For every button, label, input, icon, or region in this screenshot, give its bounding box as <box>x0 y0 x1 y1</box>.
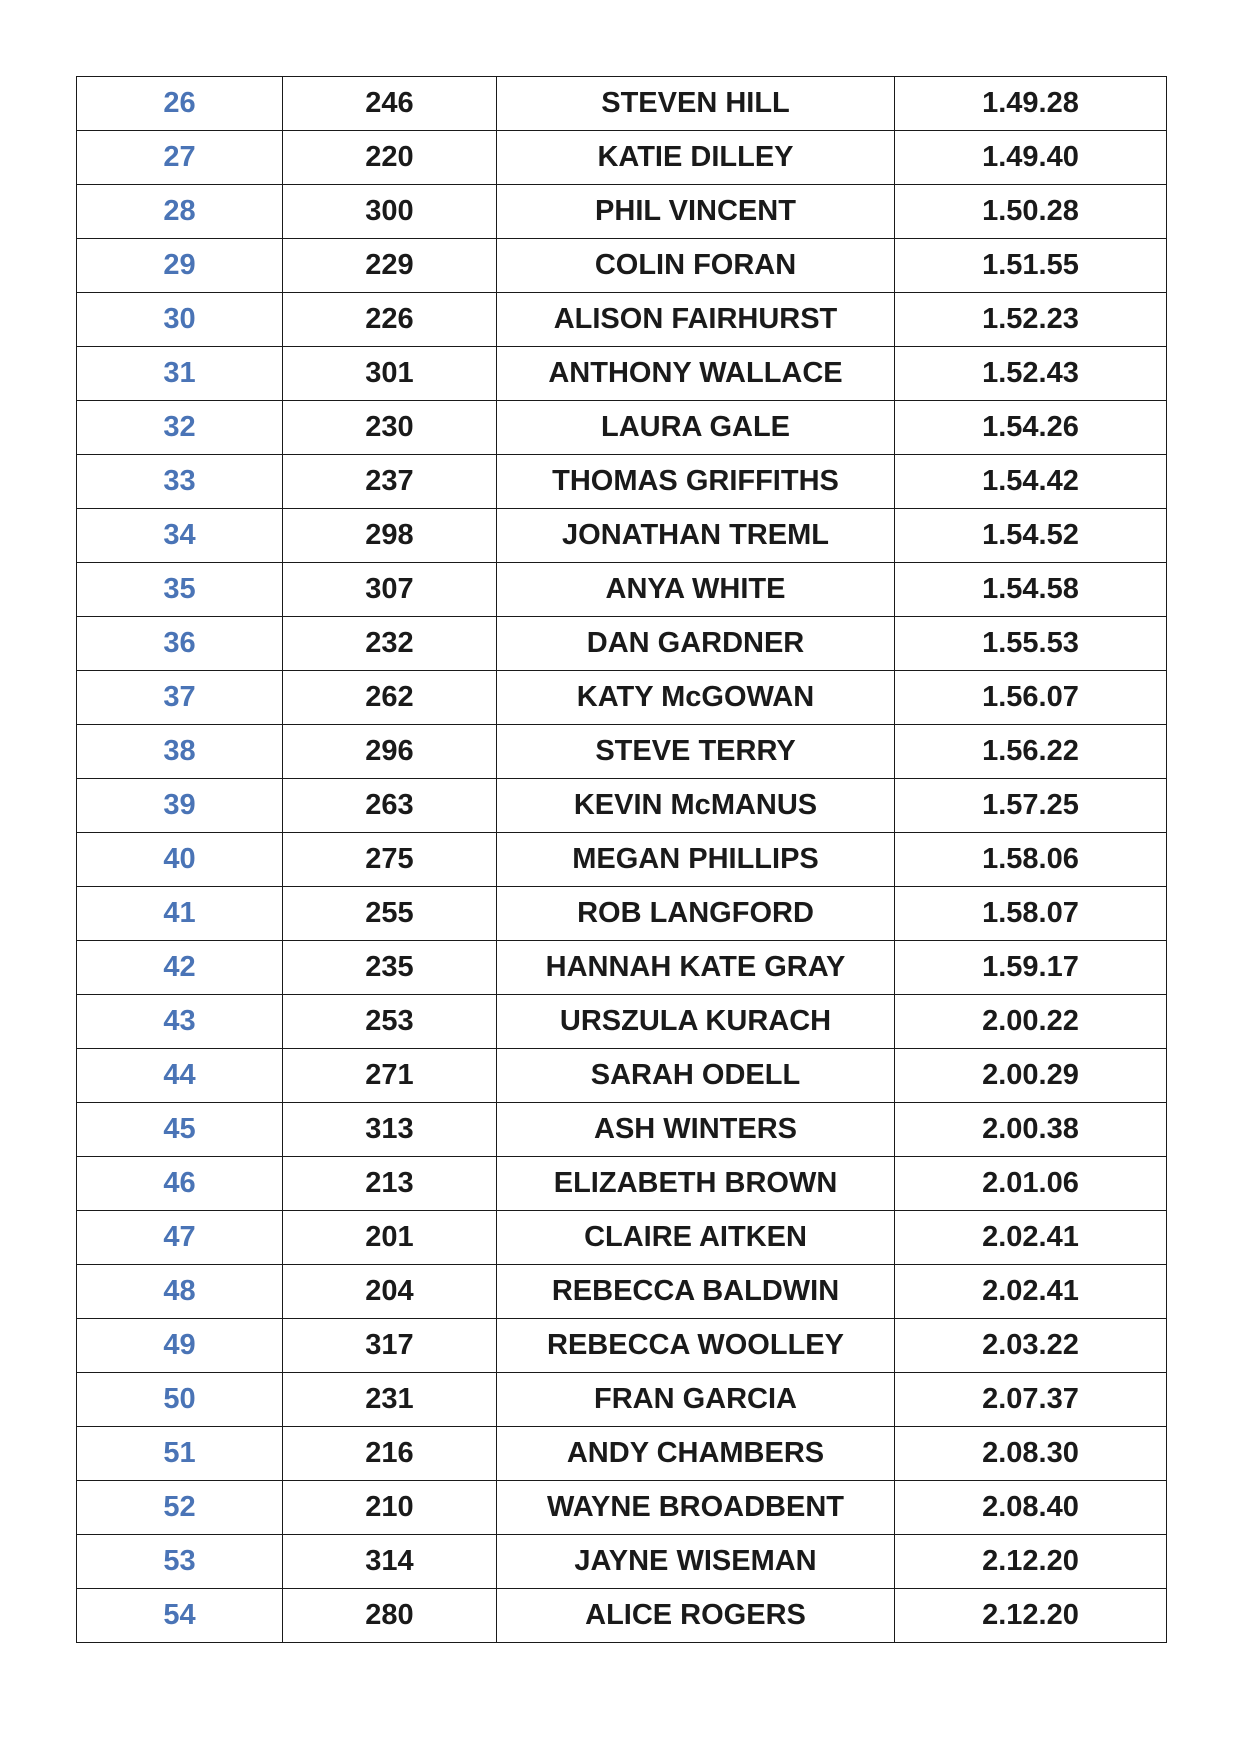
bib-number-cell: 246 <box>283 77 497 131</box>
position-cell: 44 <box>77 1049 283 1103</box>
finish-time-cell: 2.08.40 <box>895 1481 1167 1535</box>
finish-time-cell: 2.07.37 <box>895 1373 1167 1427</box>
table-row <box>77 995 1167 1049</box>
position-cell: 50 <box>77 1373 283 1427</box>
position-cell: 28 <box>77 185 283 239</box>
position-cell: 42 <box>77 941 283 995</box>
bib-number-cell: 263 <box>283 779 497 833</box>
finish-time-cell: 1.58.07 <box>895 887 1167 941</box>
runner-name-cell: PHIL VINCENT <box>497 185 895 239</box>
table-row <box>77 77 1167 131</box>
position-cell: 34 <box>77 509 283 563</box>
bib-number-cell: 213 <box>283 1157 497 1211</box>
runner-name-cell: KATY McGOWAN <box>497 671 895 725</box>
table-row <box>77 1103 1167 1157</box>
position-cell: 33 <box>77 455 283 509</box>
bib-number-cell: 201 <box>283 1211 497 1265</box>
finish-time-cell: 1.55.53 <box>895 617 1167 671</box>
runner-name-cell: ANDY CHAMBERS <box>497 1427 895 1481</box>
bib-number-cell: 237 <box>283 455 497 509</box>
position-cell: 29 <box>77 239 283 293</box>
position-cell: 30 <box>77 293 283 347</box>
table-row <box>77 293 1167 347</box>
table-row <box>77 1535 1167 1589</box>
finish-time-cell: 1.56.07 <box>895 671 1167 725</box>
finish-time-cell: 1.54.52 <box>895 509 1167 563</box>
table-row <box>77 455 1167 509</box>
runner-name-cell: HANNAH KATE GRAY <box>497 941 895 995</box>
finish-time-cell: 1.57.25 <box>895 779 1167 833</box>
position-cell: 43 <box>77 995 283 1049</box>
bib-number-cell: 204 <box>283 1265 497 1319</box>
finish-time-cell: 1.56.22 <box>895 725 1167 779</box>
bib-number-cell: 216 <box>283 1427 497 1481</box>
bib-number-cell: 226 <box>283 293 497 347</box>
table-row <box>77 347 1167 401</box>
bib-number-cell: 262 <box>283 671 497 725</box>
table-row <box>77 401 1167 455</box>
finish-time-cell: 1.54.58 <box>895 563 1167 617</box>
position-cell: 51 <box>77 1427 283 1481</box>
table-row <box>77 185 1167 239</box>
bib-number-cell: 235 <box>283 941 497 995</box>
position-cell: 38 <box>77 725 283 779</box>
finish-time-cell: 2.00.38 <box>895 1103 1167 1157</box>
table-row <box>77 779 1167 833</box>
results-table-body <box>77 77 1167 1643</box>
table-row <box>77 617 1167 671</box>
finish-time-cell: 1.50.28 <box>895 185 1167 239</box>
bib-number-cell: 230 <box>283 401 497 455</box>
position-cell: 36 <box>77 617 283 671</box>
runner-name-cell: ELIZABETH BROWN <box>497 1157 895 1211</box>
runner-name-cell: LAURA GALE <box>497 401 895 455</box>
runner-name-cell: REBECCA BALDWIN <box>497 1265 895 1319</box>
table-row <box>77 1589 1167 1643</box>
finish-time-cell: 2.12.20 <box>895 1535 1167 1589</box>
table-row <box>77 833 1167 887</box>
table-row <box>77 1211 1167 1265</box>
runner-name-cell: ANTHONY WALLACE <box>497 347 895 401</box>
finish-time-cell: 1.49.28 <box>895 77 1167 131</box>
table-row <box>77 1319 1167 1373</box>
finish-time-cell: 1.52.43 <box>895 347 1167 401</box>
runner-name-cell: STEVEN HILL <box>497 77 895 131</box>
position-cell: 54 <box>77 1589 283 1643</box>
bib-number-cell: 210 <box>283 1481 497 1535</box>
position-cell: 39 <box>77 779 283 833</box>
runner-name-cell: SARAH ODELL <box>497 1049 895 1103</box>
finish-time-cell: 1.49.40 <box>895 131 1167 185</box>
bib-number-cell: 253 <box>283 995 497 1049</box>
bib-number-cell: 275 <box>283 833 497 887</box>
bib-number-cell: 232 <box>283 617 497 671</box>
finish-time-cell: 1.51.55 <box>895 239 1167 293</box>
finish-time-cell: 1.58.06 <box>895 833 1167 887</box>
position-cell: 48 <box>77 1265 283 1319</box>
runner-name-cell: FRAN GARCIA <box>497 1373 895 1427</box>
bib-number-cell: 307 <box>283 563 497 617</box>
position-cell: 40 <box>77 833 283 887</box>
position-cell: 31 <box>77 347 283 401</box>
runner-name-cell: JAYNE WISEMAN <box>497 1535 895 1589</box>
finish-time-cell: 1.54.42 <box>895 455 1167 509</box>
runner-name-cell: JONATHAN TREML <box>497 509 895 563</box>
runner-name-cell: ROB LANGFORD <box>497 887 895 941</box>
position-cell: 27 <box>77 131 283 185</box>
bib-number-cell: 301 <box>283 347 497 401</box>
table-row <box>77 1265 1167 1319</box>
finish-time-cell: 2.02.41 <box>895 1211 1167 1265</box>
bib-number-cell: 296 <box>283 725 497 779</box>
bib-number-cell: 220 <box>283 131 497 185</box>
table-row <box>77 671 1167 725</box>
runner-name-cell: CLAIRE AITKEN <box>497 1211 895 1265</box>
finish-time-cell: 2.12.20 <box>895 1589 1167 1643</box>
runner-name-cell: WAYNE BROADBENT <box>497 1481 895 1535</box>
finish-time-cell: 1.52.23 <box>895 293 1167 347</box>
runner-name-cell: ANYA WHITE <box>497 563 895 617</box>
runner-name-cell: ASH WINTERS <box>497 1103 895 1157</box>
position-cell: 32 <box>77 401 283 455</box>
runner-name-cell: STEVE TERRY <box>497 725 895 779</box>
bib-number-cell: 314 <box>283 1535 497 1589</box>
table-row <box>77 1427 1167 1481</box>
position-cell: 49 <box>77 1319 283 1373</box>
finish-time-cell: 2.00.29 <box>895 1049 1167 1103</box>
table-row <box>77 509 1167 563</box>
position-cell: 26 <box>77 77 283 131</box>
bib-number-cell: 271 <box>283 1049 497 1103</box>
finish-time-cell: 1.59.17 <box>895 941 1167 995</box>
position-cell: 52 <box>77 1481 283 1535</box>
position-cell: 41 <box>77 887 283 941</box>
table-row <box>77 131 1167 185</box>
table-row <box>77 941 1167 995</box>
bib-number-cell: 231 <box>283 1373 497 1427</box>
runner-name-cell: ALISON FAIRHURST <box>497 293 895 347</box>
finish-time-cell: 2.02.41 <box>895 1265 1167 1319</box>
runner-name-cell: KATIE DILLEY <box>497 131 895 185</box>
runner-name-cell: THOMAS GRIFFITHS <box>497 455 895 509</box>
position-cell: 47 <box>77 1211 283 1265</box>
table-row <box>77 1481 1167 1535</box>
bib-number-cell: 298 <box>283 509 497 563</box>
bib-number-cell: 313 <box>283 1103 497 1157</box>
bib-number-cell: 317 <box>283 1319 497 1373</box>
runner-name-cell: COLIN FORAN <box>497 239 895 293</box>
runner-name-cell: DAN GARDNER <box>497 617 895 671</box>
finish-time-cell: 2.00.22 <box>895 995 1167 1049</box>
position-cell: 45 <box>77 1103 283 1157</box>
table-row <box>77 725 1167 779</box>
position-cell: 46 <box>77 1157 283 1211</box>
position-cell: 37 <box>77 671 283 725</box>
position-cell: 35 <box>77 563 283 617</box>
results-table <box>76 76 1167 1643</box>
table-row <box>77 563 1167 617</box>
finish-time-cell: 1.54.26 <box>895 401 1167 455</box>
table-row <box>77 1049 1167 1103</box>
runner-name-cell: REBECCA WOOLLEY <box>497 1319 895 1373</box>
finish-time-cell: 2.08.30 <box>895 1427 1167 1481</box>
position-cell: 53 <box>77 1535 283 1589</box>
table-row <box>77 887 1167 941</box>
bib-number-cell: 300 <box>283 185 497 239</box>
bib-number-cell: 229 <box>283 239 497 293</box>
bib-number-cell: 255 <box>283 887 497 941</box>
bib-number-cell: 280 <box>283 1589 497 1643</box>
finish-time-cell: 2.03.22 <box>895 1319 1167 1373</box>
runner-name-cell: KEVIN McMANUS <box>497 779 895 833</box>
table-row <box>77 1373 1167 1427</box>
table-row <box>77 1157 1167 1211</box>
runner-name-cell: ALICE ROGERS <box>497 1589 895 1643</box>
finish-time-cell: 2.01.06 <box>895 1157 1167 1211</box>
runner-name-cell: MEGAN PHILLIPS <box>497 833 895 887</box>
table-row <box>77 239 1167 293</box>
runner-name-cell: URSZULA KURACH <box>497 995 895 1049</box>
